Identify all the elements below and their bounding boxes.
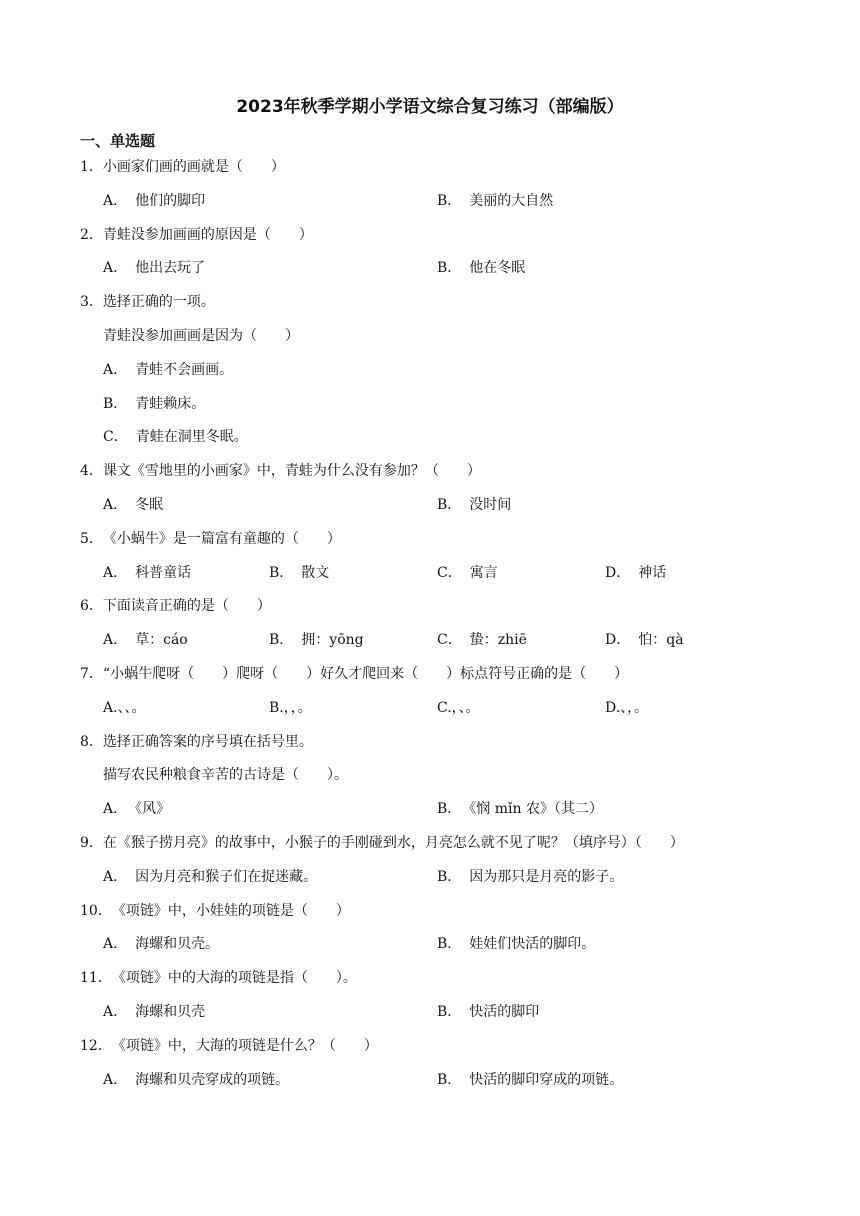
option-text: 因为月亮和猴子们在捉迷藏。 xyxy=(135,868,318,885)
question-text: 《项链》中，小娃娃的项链是（ ） xyxy=(111,902,350,919)
option-b xyxy=(269,629,364,651)
option-d xyxy=(605,697,648,719)
option-c xyxy=(103,426,248,448)
option-a xyxy=(103,494,163,516)
option-letter: D． xyxy=(605,632,631,649)
question-text: 小画家们画的画就是（ ） xyxy=(102,159,285,175)
question-subtext: 描写农民种粮食辛苦的古诗是（ ）。 xyxy=(103,767,348,784)
question-list xyxy=(80,156,800,1102)
question-text: 下面读音正确的是（ ） xyxy=(102,598,271,615)
question-stem xyxy=(80,460,800,494)
question-number: 9． xyxy=(80,834,103,851)
question-text: “小蜗牛爬呀（ ）爬呀（ ）好久才爬回来（ ）标点符号正确的是（ ） xyxy=(102,665,629,682)
option-letter: C． xyxy=(437,564,462,581)
question-stem xyxy=(80,224,800,258)
option-text: 、，。 xyxy=(620,699,649,716)
option-text: 青蛙在洞里冬眠。 xyxy=(135,429,248,446)
option-row xyxy=(80,257,800,291)
option-letter: A． xyxy=(103,1071,128,1088)
option-text: 青蛙不会画画。 xyxy=(135,361,234,378)
option-c xyxy=(437,629,527,651)
page-title: 2023年秋季学期小学语文综合复习练习（部编版） xyxy=(236,97,624,117)
option-c xyxy=(437,562,498,584)
question-number: 1． xyxy=(80,159,103,175)
question-number: 5． xyxy=(80,530,103,547)
option-a xyxy=(103,866,317,888)
option-text: 《悯 mǐn 农》（其二） xyxy=(469,801,603,818)
option-text: 他们的脚印 xyxy=(135,192,206,209)
option-letter: A． xyxy=(103,361,128,378)
option-text: 海螺和贝壳穿成的项链。 xyxy=(135,1071,290,1088)
option-text: 海螺和贝壳 xyxy=(135,1003,206,1020)
option-letter: A． xyxy=(103,801,128,818)
option-letter: A． xyxy=(103,1003,128,1020)
question-stem xyxy=(80,156,800,190)
option-text: 他出去玩了 xyxy=(135,260,206,277)
option-text: 、、。 xyxy=(117,699,146,716)
option-letter: A． xyxy=(103,868,128,885)
option-b xyxy=(437,933,595,955)
option-letter: D． xyxy=(605,564,631,581)
option-letter: B． xyxy=(437,936,462,953)
option-letter: C． xyxy=(437,632,462,649)
option-letter: C. xyxy=(437,699,452,716)
question-text: 《小蜗牛》是一篇富有童趣的（ ） xyxy=(102,530,341,547)
option-a xyxy=(103,190,205,212)
question-text: 青蛙没参加画画的原因是（ ） xyxy=(102,226,313,243)
question-text: 《项链》中的大海的项链是指（ ）。 xyxy=(111,970,357,987)
option-b xyxy=(437,866,623,888)
option-b xyxy=(437,257,525,279)
option-letter: B． xyxy=(437,260,462,277)
option-row xyxy=(80,494,800,528)
option-row xyxy=(80,1069,800,1103)
option-text: ，、。 xyxy=(451,699,480,716)
option-row xyxy=(80,562,800,596)
option-letter: D. xyxy=(605,699,621,716)
option-text: 海螺和贝壳。 xyxy=(135,936,220,953)
option-letter: B． xyxy=(437,496,462,513)
option-text: 冬眠 xyxy=(135,496,164,513)
option-text: ，，。 xyxy=(283,699,312,716)
question-text: 选择正确答案的序号填在括号里。 xyxy=(102,733,313,750)
option-letter: B． xyxy=(103,395,128,412)
option-b xyxy=(103,393,205,415)
option-text: 蛰：zhiē xyxy=(469,632,527,649)
option-b xyxy=(437,1069,623,1091)
option-text: 神话 xyxy=(638,564,667,581)
option-letter: A． xyxy=(103,496,128,513)
question-stem xyxy=(80,595,800,629)
option-text: 没时间 xyxy=(469,496,512,513)
option-text: 美丽的大自然 xyxy=(469,192,554,209)
question-stem xyxy=(80,1035,800,1069)
option-row xyxy=(80,426,800,460)
option-b xyxy=(269,697,312,719)
option-letter: A． xyxy=(103,260,128,277)
option-b xyxy=(269,562,329,584)
option-text: 快活的脚印穿成的项链。 xyxy=(469,1071,624,1088)
option-a xyxy=(103,629,188,651)
option-b xyxy=(437,494,511,516)
option-row xyxy=(80,866,800,900)
option-row xyxy=(80,359,800,393)
option-text: 因为那只是月亮的影子。 xyxy=(469,868,624,885)
option-letter: B． xyxy=(437,1071,462,1088)
option-letter: B． xyxy=(437,868,462,885)
question-number: 12． xyxy=(80,1037,112,1054)
option-text: 草：cáo xyxy=(135,632,188,649)
question-number: 11． xyxy=(80,970,112,987)
option-letter: A． xyxy=(103,632,128,649)
option-c xyxy=(437,697,480,719)
option-a xyxy=(103,359,233,381)
option-a xyxy=(103,933,219,955)
option-text: 寓言 xyxy=(469,564,498,581)
question-subtext: 青蛙没参加画画是因为（ ） xyxy=(103,327,299,344)
question-text: 选择正确的一项。 xyxy=(102,294,215,311)
option-letter: A． xyxy=(103,564,128,581)
option-row xyxy=(80,697,800,731)
option-row xyxy=(80,393,800,427)
option-a xyxy=(103,798,170,820)
option-letter: B． xyxy=(437,1003,462,1020)
option-letter: A． xyxy=(103,192,128,209)
option-letter: A． xyxy=(103,936,128,953)
option-letter: B． xyxy=(269,564,294,581)
question-stem xyxy=(80,832,800,866)
question-number: 3． xyxy=(80,294,103,311)
question-number: 6． xyxy=(80,598,103,615)
option-d xyxy=(605,629,684,651)
question-number: 8． xyxy=(80,733,103,750)
question-number: 10． xyxy=(80,902,112,919)
option-a xyxy=(103,697,146,719)
question-number: 2． xyxy=(80,226,103,243)
option-a xyxy=(103,562,191,584)
option-row xyxy=(80,933,800,967)
question-text: 在《猴子捞月亮》的故事中，小猴子的手刚碰到水，月亮怎么就不见了呢？（填序号）（ ） xyxy=(102,834,684,851)
question-number: 4． xyxy=(80,463,103,480)
option-text: 《风》 xyxy=(135,801,171,818)
option-row xyxy=(80,629,800,663)
option-row xyxy=(80,1001,800,1035)
option-letter: C． xyxy=(103,429,128,446)
option-text: 拥：yōng xyxy=(301,632,364,649)
option-b xyxy=(437,1001,539,1023)
section-heading: 一、单选题 xyxy=(80,132,156,150)
question-text: 课文《雪地里的小画家》中，青蛙为什么没有参加？（ ） xyxy=(102,463,481,480)
option-row xyxy=(80,798,800,832)
question-number: 7． xyxy=(80,665,103,682)
option-text: 科普童话 xyxy=(135,564,192,581)
option-letter: A. xyxy=(103,699,118,716)
option-a xyxy=(103,257,205,279)
question-stem xyxy=(80,291,800,325)
option-d xyxy=(605,562,666,584)
option-a xyxy=(103,1069,289,1091)
option-b xyxy=(437,798,603,820)
question-stem xyxy=(80,900,800,934)
question-stem xyxy=(80,528,800,562)
option-b xyxy=(437,190,553,212)
question-stem xyxy=(80,967,800,1001)
option-text: 快活的脚印 xyxy=(469,1003,540,1020)
question-stem xyxy=(80,663,800,697)
option-letter: B. xyxy=(269,699,284,716)
option-text: 青蛙赖床。 xyxy=(135,395,206,412)
option-row xyxy=(80,190,800,224)
option-a xyxy=(103,1001,205,1023)
option-text: 娃娃们快活的脚印。 xyxy=(469,936,596,953)
option-text: 散文 xyxy=(301,564,330,581)
option-letter: B． xyxy=(269,632,294,649)
question-stem xyxy=(80,731,800,765)
option-letter: B． xyxy=(437,192,462,209)
option-text: 他在冬眠 xyxy=(469,260,526,277)
option-text: 怕：qà xyxy=(638,632,684,649)
option-letter: B． xyxy=(437,801,462,818)
question-text: 《项链》中，大海的项链是什么？（ ） xyxy=(111,1037,378,1054)
